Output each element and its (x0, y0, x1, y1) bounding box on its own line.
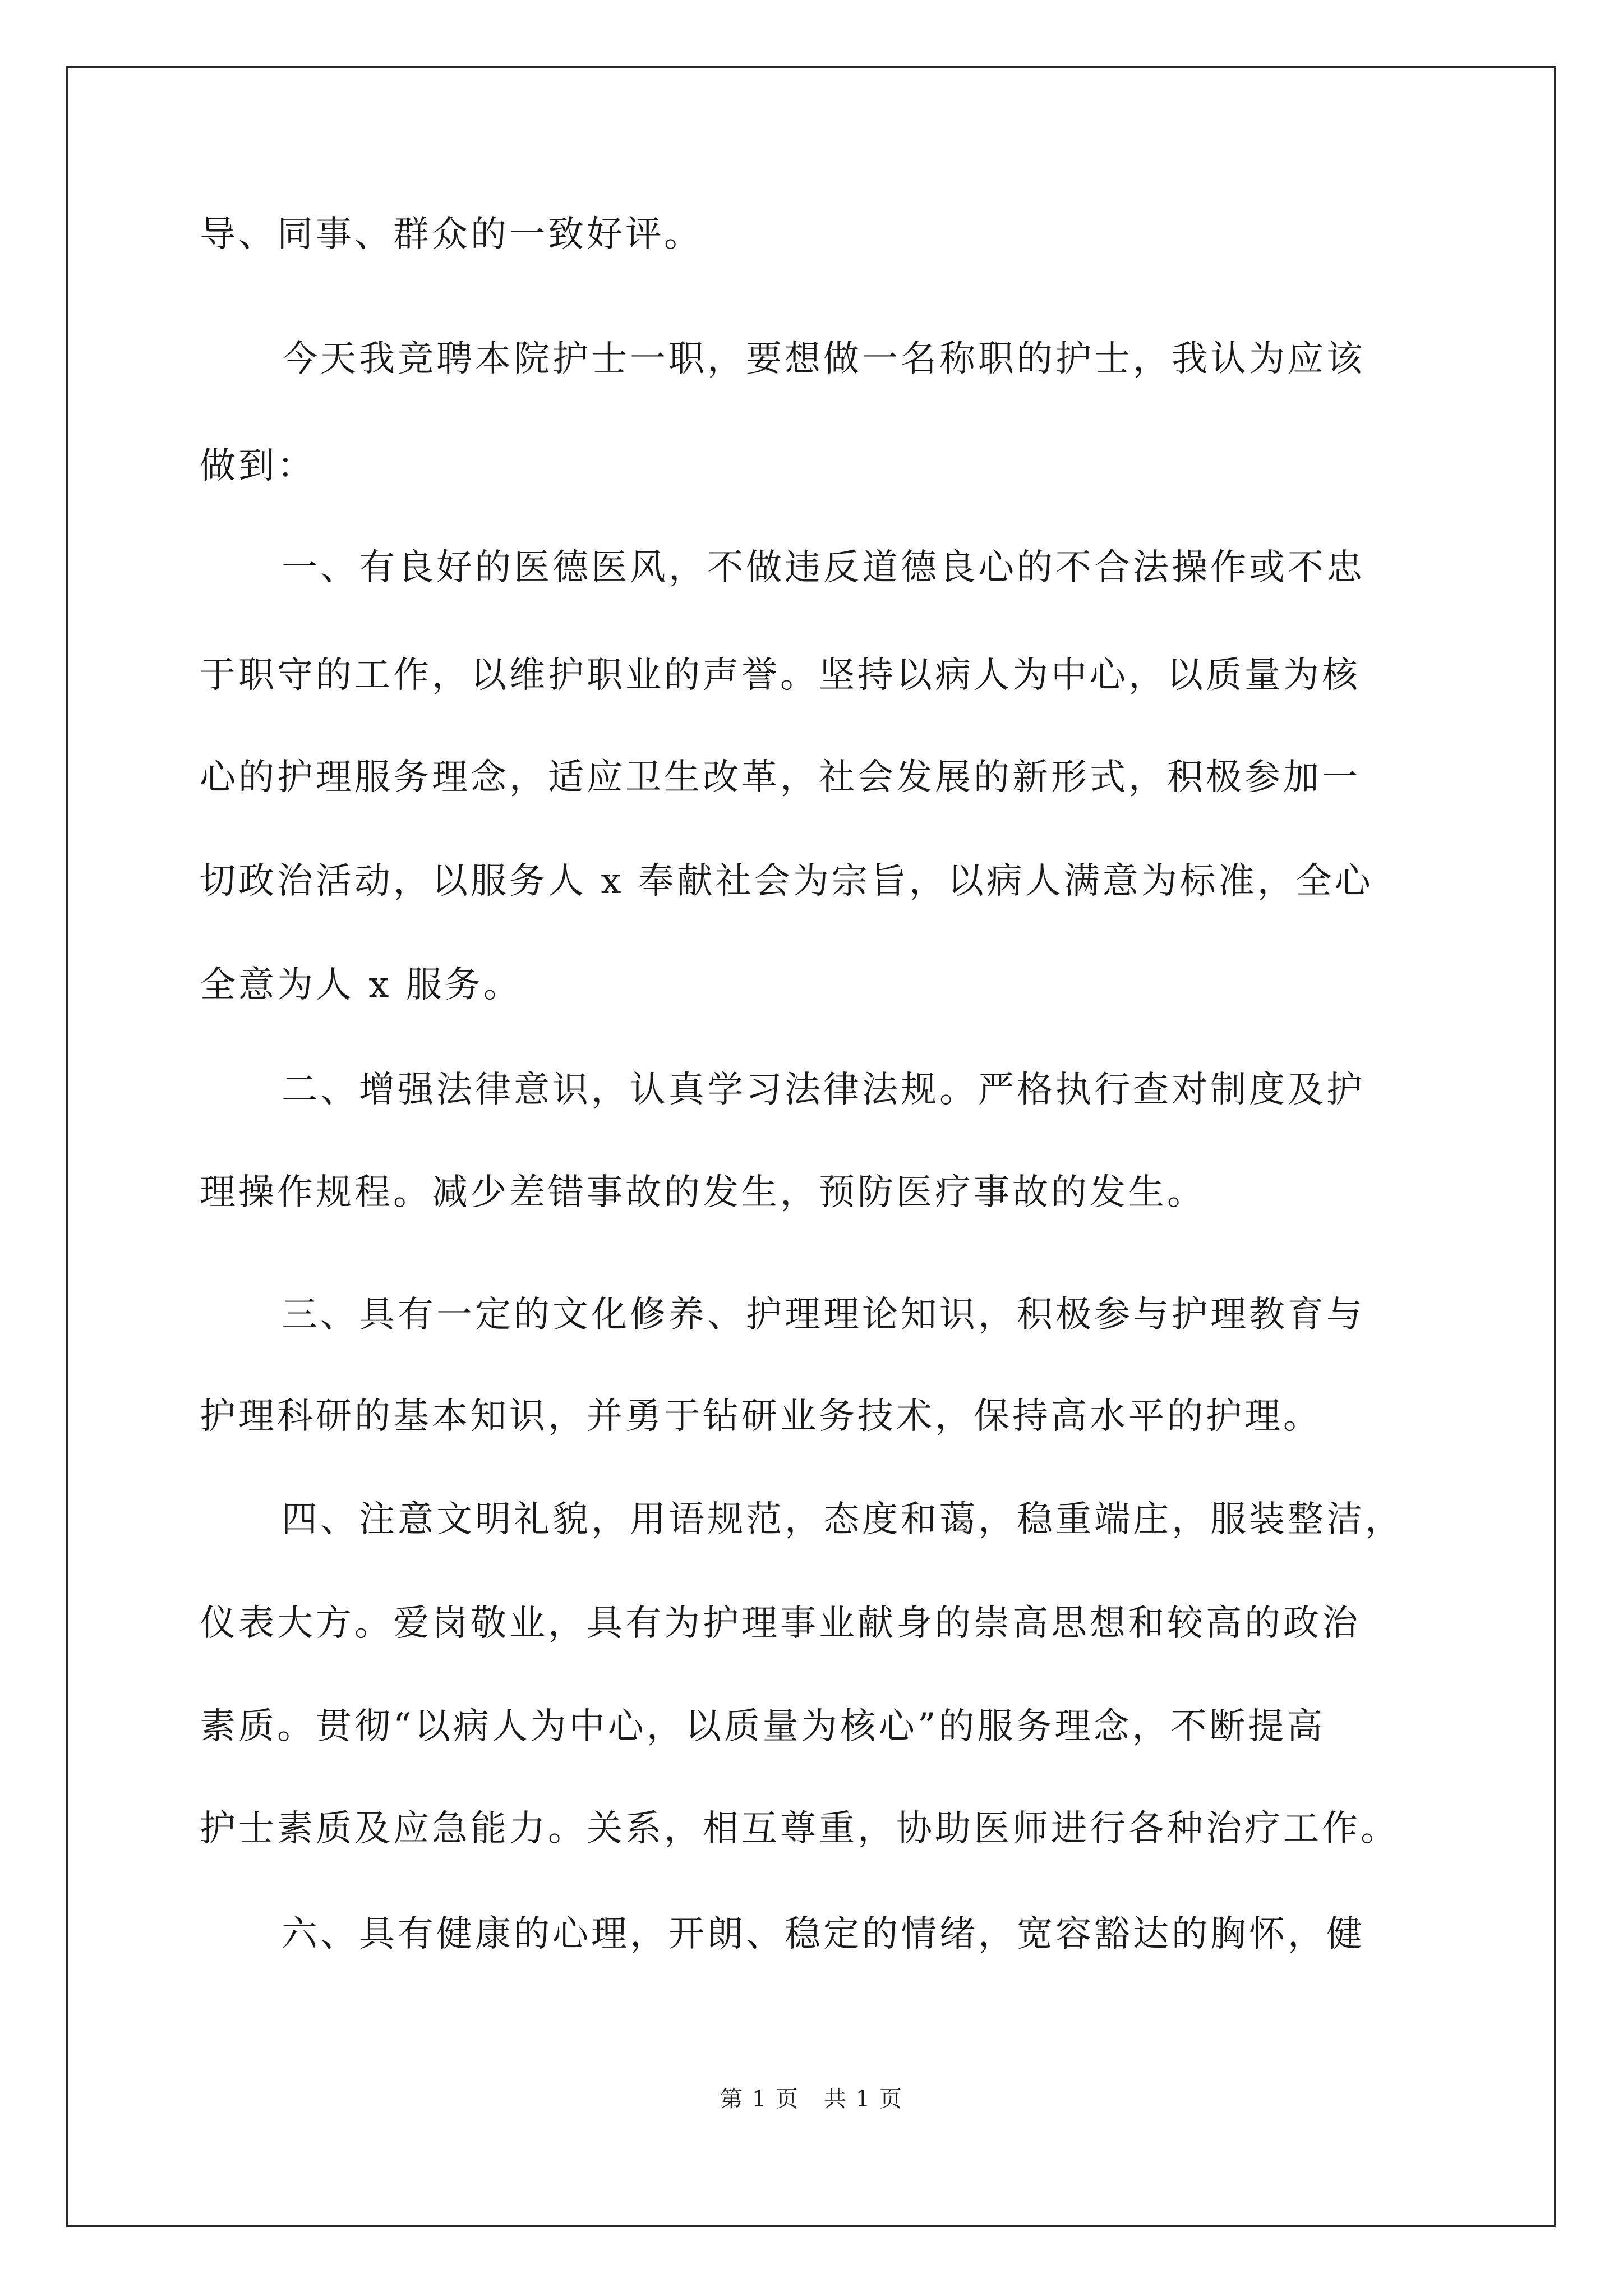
text-line: 仪表大方。爱岗敬业，具有为护理事业献身的崇高思想和较高的政治 (200, 1603, 1361, 1644)
text-line: 理操作规程。减少差错事故的发生，预防医疗事故的发生。 (200, 1172, 1206, 1213)
text-line: 护理科研的基本知识，并勇于钻研业务技术，保持高水平的护理。 (200, 1396, 1322, 1437)
text-line: 切政治活动，以服务人 x 奉献社会为宗旨，以病人满意为标准，全心 (200, 861, 1373, 902)
text-line: 做到： (200, 445, 316, 487)
paragraph-line: 一、有良好的医德医风，不做违反道德良心的不合法操作或不忠 (282, 547, 1365, 588)
text-line: 心的护理服务理念，适应卫生改革，社会发展的新形式，积极参加一 (200, 757, 1361, 798)
paragraph-line: 三、具有一定的文化修养、护理理论知识，积极参与护理教育与 (282, 1294, 1365, 1336)
page-total: 共 1 页 (824, 2086, 903, 2112)
paragraph-line: 六、具有健康的心理，开朗、稳定的情绪，宽容豁达的胸怀，健 (282, 1913, 1365, 1955)
paragraph-line: 二、增强法律意识，认真学习法律法规。严格执行查对制度及护 (282, 1069, 1365, 1111)
page-number: 第 1 页 (720, 2086, 799, 2112)
text-line: 于职守的工作，以维护职业的声誉。坚持以病人为中心，以质量为核 (200, 655, 1361, 696)
text-line: 导、同事、群众的一致好评。 (200, 214, 703, 255)
text-line: 全意为人 x 服务。 (200, 964, 522, 1006)
page-border (66, 66, 1556, 2227)
paragraph-line: 四、注意文明礼貌，用语规范，态度和蔼，稳重端庄，服装整洁， (282, 1499, 1404, 1540)
page-footer (0, 2082, 1623, 2116)
text-line: 护士素质及应急能力。关系，相互尊重，协助医师进行各种治疗工作。 (200, 1808, 1399, 1849)
text-line: 素质。贯彻“以病人为中心，以质量为核心”的服务理念，不断提高 (200, 1706, 1326, 1747)
paragraph-line: 今天我竞聘本院护士一职，要想做一名称职的护士，我认为应该 (282, 338, 1365, 380)
